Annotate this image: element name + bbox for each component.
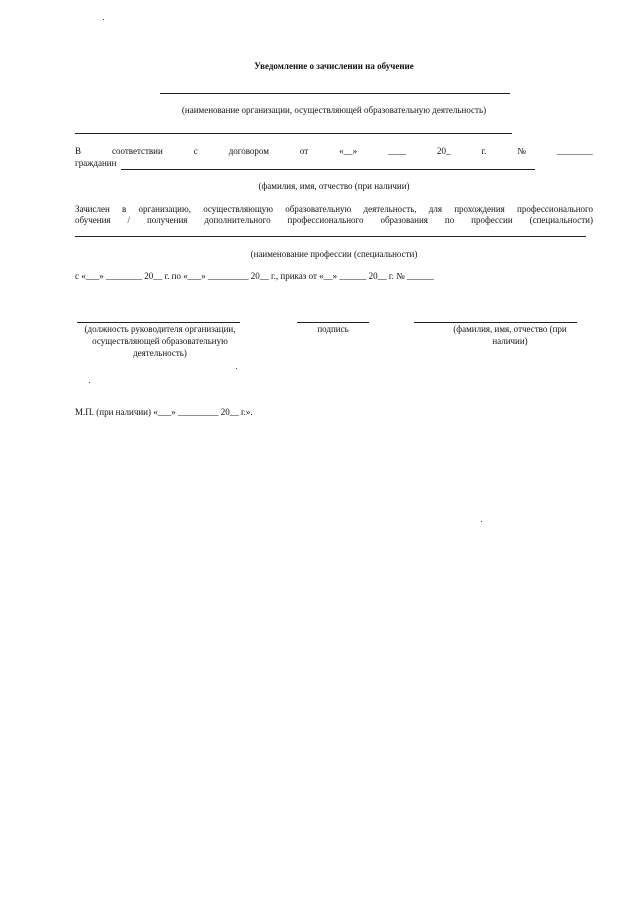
contract-word: от <box>299 146 309 156</box>
contract-line <box>75 146 593 157</box>
signature-caption: подпись <box>317 324 349 334</box>
stamp-date-line: М.П. (при наличии) «___» _________ 20__ г.». <box>75 407 253 417</box>
org-name-caption: (наименование организации, осуществляющей образовательную деятельность) <box>181 105 487 115</box>
contract-number-sign: № <box>517 146 526 156</box>
scan-speck <box>481 521 482 522</box>
contract-month-field: ____ <box>388 146 407 156</box>
contract-word: соответствии <box>111 146 163 156</box>
scan-speck <box>89 382 90 383</box>
document-title: Уведомление о зачислении на обучение <box>254 61 414 71</box>
scan-speck <box>103 19 104 20</box>
org-name-line-2 <box>75 133 512 134</box>
contract-number-field: ________ <box>556 146 593 156</box>
citizen-label: гражданин <box>75 158 117 168</box>
enrollment-dates-line: с «___» ________ 20__ г. по «___» _________ 20__ г., приказ от «__» ______ 20__ г. № ______ <box>75 271 434 281</box>
enrolled-line-1: Зачислен в организацию, осуществляющую образовательную деятельность, для прохождения профессионального <box>75 204 593 214</box>
scan-speck <box>236 368 237 369</box>
profession-line <box>75 236 586 237</box>
profession-caption: (наименование профессии (специальности) <box>250 249 418 259</box>
contract-word: с <box>193 146 198 156</box>
contract-day-field: «__» <box>339 146 358 156</box>
contract-word: договором <box>228 146 269 156</box>
contract-word: В <box>75 146 82 156</box>
citizen-fio-caption: (фамилия, имя, отчество (при наличии) <box>258 181 410 191</box>
enrolled-line-2: обучения / получения дополнительного профессионального образования по профессии (специальности) <box>75 215 593 225</box>
contract-year-field: 20_ <box>437 146 451 156</box>
org-name-line <box>160 93 510 94</box>
position-caption: (должность руководителя организации, осуществляющей образовательную деятельность) <box>84 324 236 358</box>
fio-caption: (фамилия, имя, отчество (при наличии) <box>453 324 567 346</box>
citizen-name-line <box>121 169 535 170</box>
contract-word: г. <box>481 146 487 156</box>
